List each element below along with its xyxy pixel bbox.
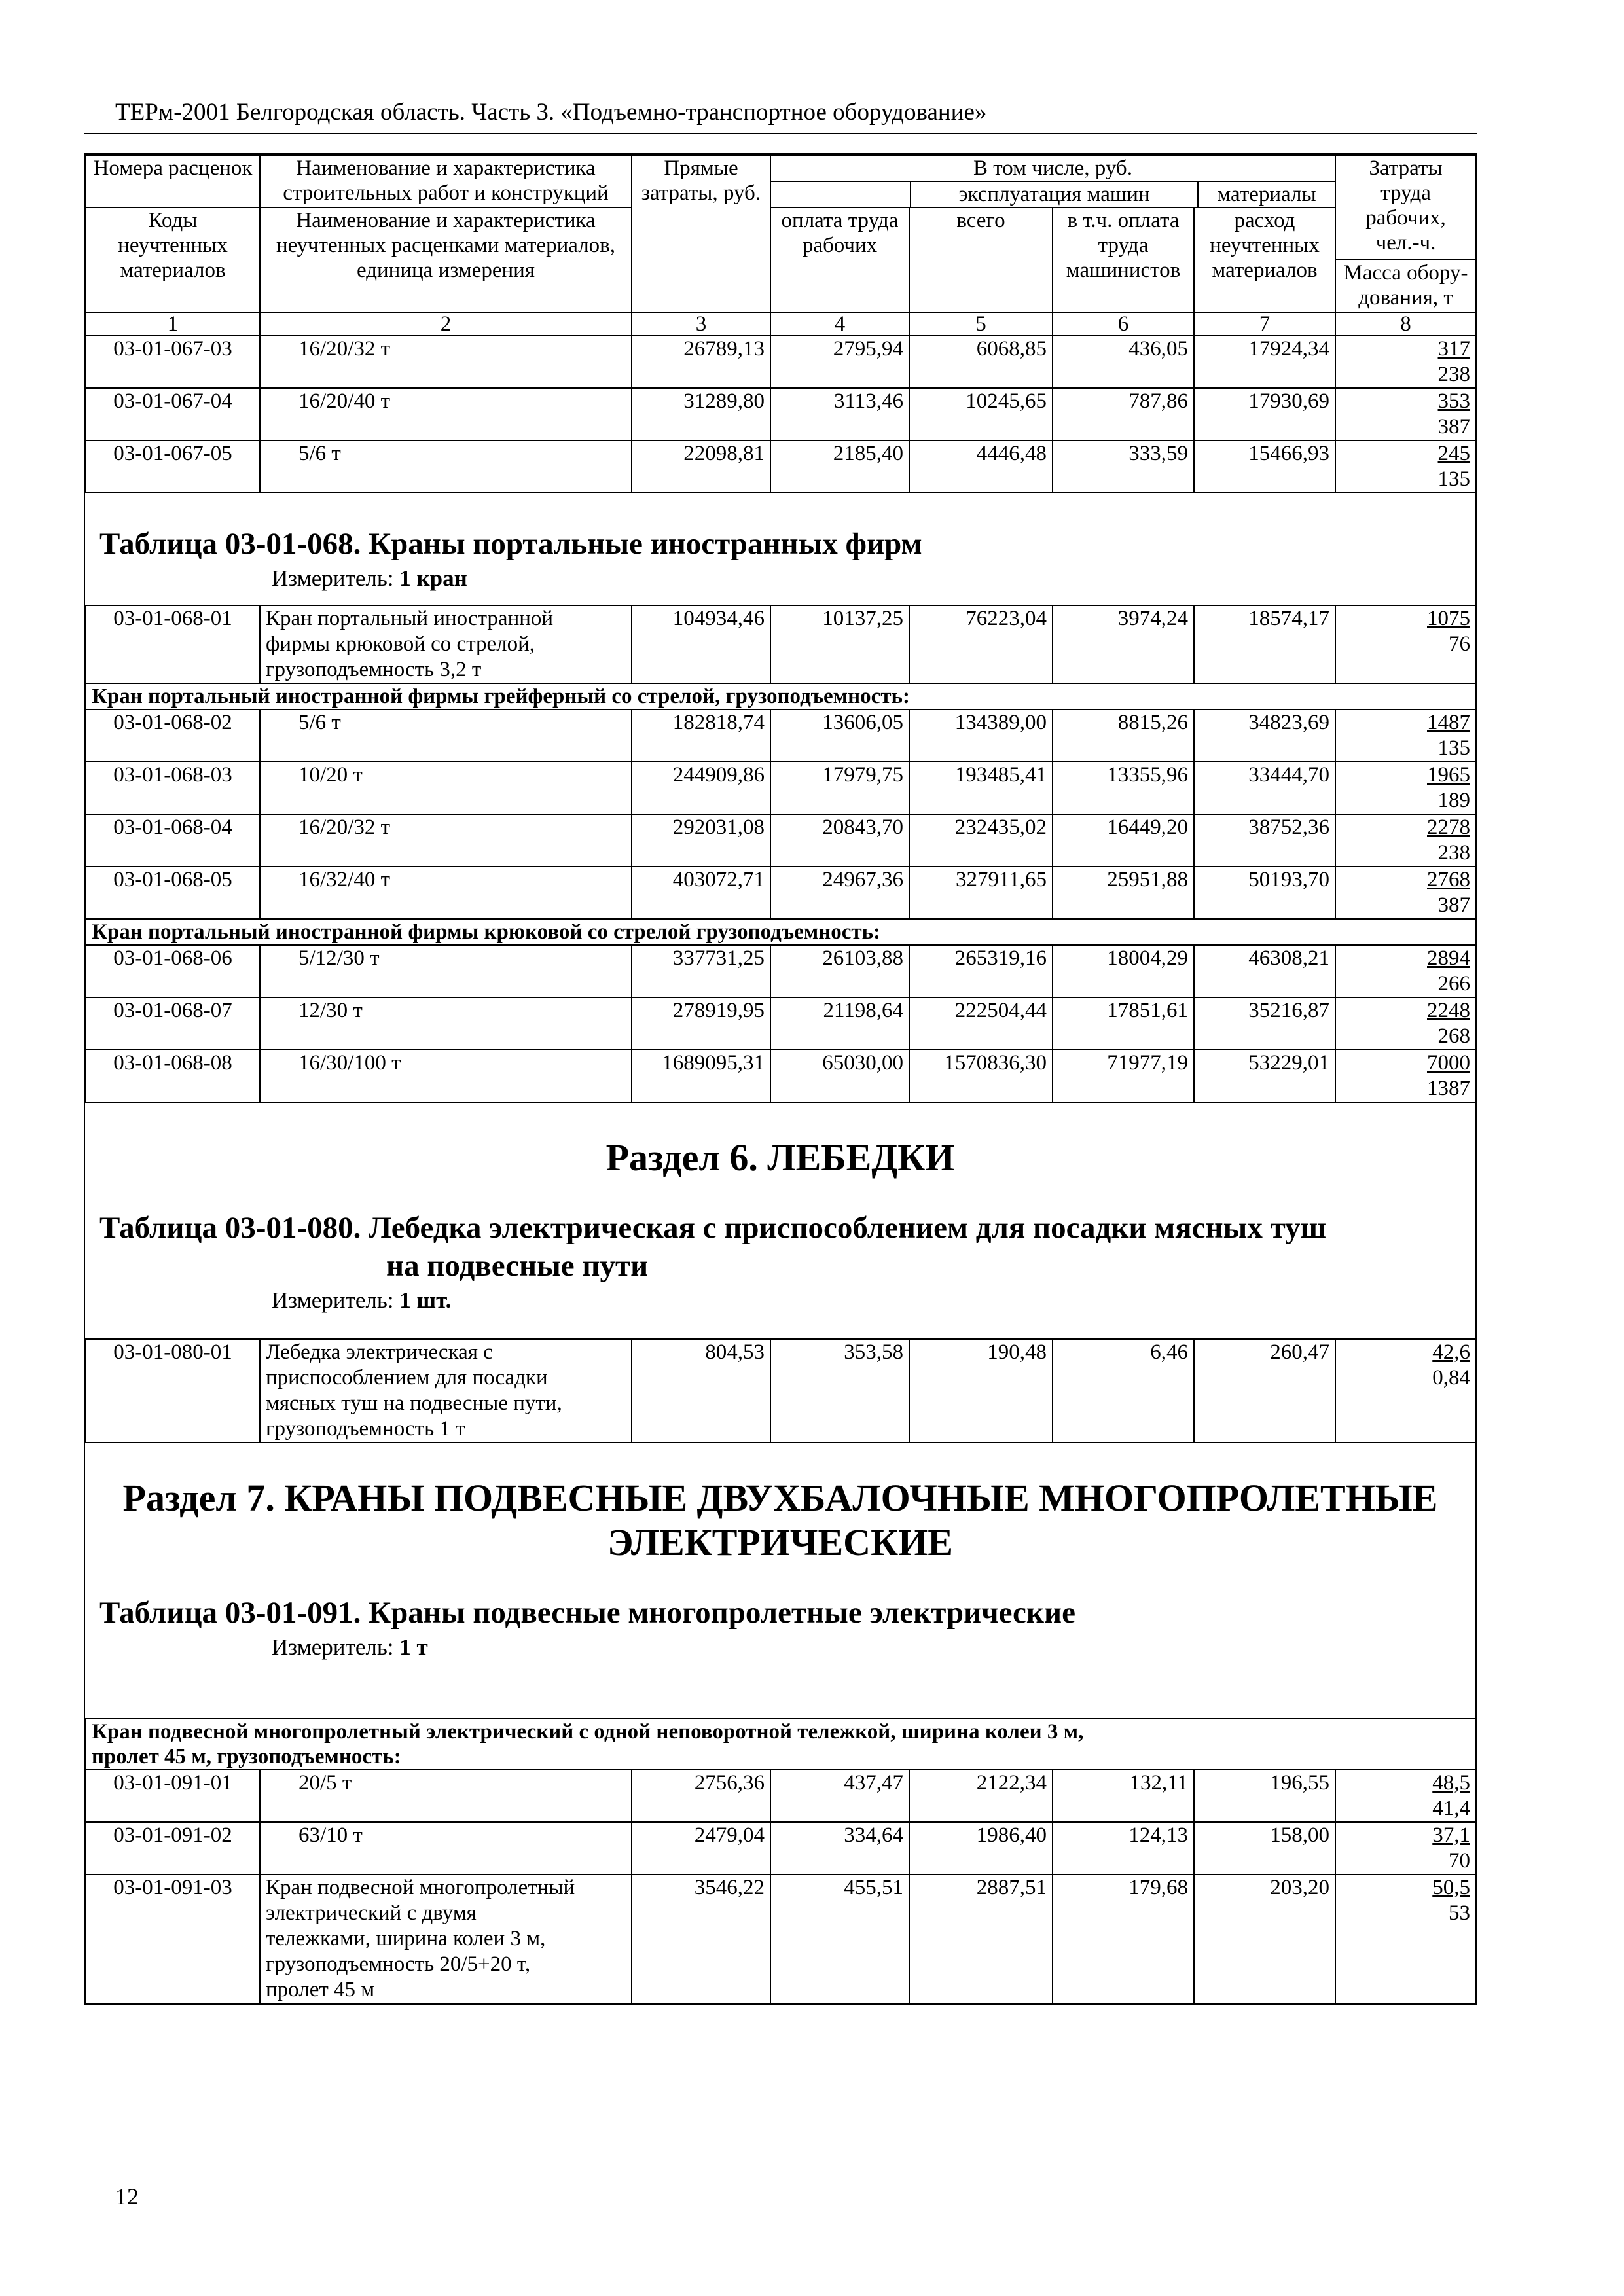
- table-080-measure: Измеритель: 1 шт.: [272, 1287, 452, 1313]
- subgroup-heading: Кран подвесной многопролетный электрический с одной неповоротной тележкой, ширина колеи 3 м, пролет 45 м, грузоподъемность:: [86, 1719, 1476, 1770]
- table-row: 03-01-080-01 Лебедка электрическая с приспособлением для посадки мясных туш на подвесные пути, грузоподъемность 1 т 804,53 353,58 190,48 6,46 260,47 42,6 0,84: [86, 1339, 1476, 1443]
- table-row: 03-01-068-07 12/30 т 278919,95 21198,64 222504,44 17851,61 35216,87 2248 268: [86, 997, 1476, 1050]
- table-091-measure: Измеритель: 1 т: [272, 1634, 428, 1660]
- table-row: 03-01-067-05 5/6 т 22098,81 2185,40 4446,48 333,59 15466,93 245 135: [86, 440, 1476, 493]
- subgroup-heading: Кран портальный иностранной фирмы грейферный со стрелой, грузоподъемность:: [86, 683, 1476, 709]
- table-091-title: Таблица 03-01-091. Краны подвесные многопролетные электрические: [99, 1596, 1075, 1630]
- col-header-machines: эксплуатация машин: [910, 182, 1199, 207]
- table-row: 03-01-068-03 10/20 т 244909,86 17979,75 193485,41 13355,96 33444,70 1965 189: [86, 762, 1476, 814]
- col-header-worker-pay: оплата труда рабочих: [770, 207, 909, 312]
- col-header-material-codes: Коды неучтенных материалов: [86, 207, 260, 312]
- table-080: [85, 1338, 1477, 1443]
- page-number: 12: [115, 2183, 139, 2210]
- table-068: [85, 605, 1477, 1103]
- table-row: 03-01-068-04 16/20/32 т 292031,08 20843,70 232435,02 16449,20 38752,36 2278 238: [86, 814, 1476, 867]
- col-header-equipment-mass: Масса обору-дования, т: [1335, 260, 1476, 312]
- page-header-title: ТЕРм-2001 Белгородская область. Часть 3. «Подъемно-транспортное оборудование»: [115, 99, 987, 126]
- table-068-measure: Измеритель: 1 кран: [272, 565, 467, 591]
- table-068-title: Таблица 03-01-068. Краны портальные иностранных фирм: [99, 527, 922, 561]
- price-document: [84, 153, 1477, 2005]
- table-068-heading: [85, 493, 1475, 605]
- section-6-title: Раздел 6. ЛЕБЕДКИ: [605, 1136, 955, 1179]
- col-header-including: В том числе, руб.: [771, 156, 1335, 182]
- table-row: 03-01-068-08 16/30/100 т 1689095,31 65030,00 1570836,30 71977,19 53229,01 7000 1387: [86, 1050, 1476, 1102]
- col-header-material-names: Наименование и характеристика неучтенных расценками материалов, единица измерения: [260, 207, 632, 312]
- col-header-direct-costs: Прямые затраты, руб.: [632, 155, 770, 312]
- table-080-title: Таблица 03-01-080. Лебедка электрическая с приспособлением для посадки мясных туш на подвесные пути: [99, 1211, 1327, 1283]
- header-rule: [84, 133, 1477, 134]
- column-numbers-row: 1 2 3 4 5 6 7 8: [86, 312, 1476, 336]
- col-header-rate-numbers: Номера расценок: [86, 155, 260, 207]
- section-7-heading: [85, 1443, 1475, 1718]
- table-row: 03-01-068-02 5/6 т 182818,74 13606,05 134389,00 8815,26 34823,69 1487 135: [86, 709, 1476, 762]
- col-header-work-name: Наименование и характеристика строительных работ и конструкций: [260, 155, 632, 207]
- table-row: 03-01-067-03 16/20/32 т 26789,13 2795,94 6068,85 436,05 17924,34 317 238: [86, 336, 1476, 388]
- table-row: 03-01-067-04 16/20/40 т 31289,80 3113,46 10245,65 787,86 17930,69 353 387: [86, 388, 1476, 440]
- col-header-materials: материалы: [1217, 183, 1316, 206]
- section-7-title: Раздел 7. КРАНЫ ПОДВЕСНЫЕ ДВУХБАЛОЧНЫЕ МНОГОПРОЛЕТНЫЕ ЭЛЕКТРИЧЕСКИЕ: [122, 1477, 1438, 1564]
- table-row: 03-01-068-01 Кран портальный иностранной фирмы крюковой со стрелой, грузоподъемность 3,2 т 104934,46 10137,25 76223,04 3974,24 18574,17 1075 76: [86, 605, 1476, 683]
- table-091: [85, 1718, 1477, 2004]
- table-row: 03-01-091-01 20/5 т 2756,36 437,47 2122,34 132,11 196,55 48,5 41,4: [86, 1770, 1476, 1822]
- table-row: 03-01-068-06 5/12/30 т 337731,25 26103,88 265319,16 18004,29 46308,21 2894 266: [86, 945, 1476, 997]
- section-6-heading: [85, 1103, 1475, 1338]
- table-row: 03-01-091-03 Кран подвесной многопролетный электрический с двумя тележками, ширина колеи 3 м, грузоподъемность 20/5+20 т, пролет 45 м 3546,22 455,51 2887,51 179,68 203,20 50,5 53: [86, 1874, 1476, 2003]
- col-header-operator-pay: в т.ч. оплата труда машинистов: [1053, 207, 1194, 312]
- subgroup-heading: Кран портальный иностранной фирмы крюковой со стрелой грузоподъемность:: [86, 919, 1476, 945]
- rates-table-top: [85, 154, 1477, 493]
- col-header-material-usage: расход неучтенных материалов: [1194, 207, 1335, 312]
- col-header-labor-hours: Затраты труда рабочих, чел.-ч.: [1335, 155, 1476, 260]
- col-header-machines-total: всего: [909, 207, 1053, 312]
- table-row: 03-01-091-02 63/10 т 2479,04 334,64 1986,40 124,13 158,00 37,1 70: [86, 1822, 1476, 1874]
- table-row: 03-01-068-05 16/32/40 т 403072,71 24967,36 327911,65 25951,88 50193,70 2768 387: [86, 867, 1476, 919]
